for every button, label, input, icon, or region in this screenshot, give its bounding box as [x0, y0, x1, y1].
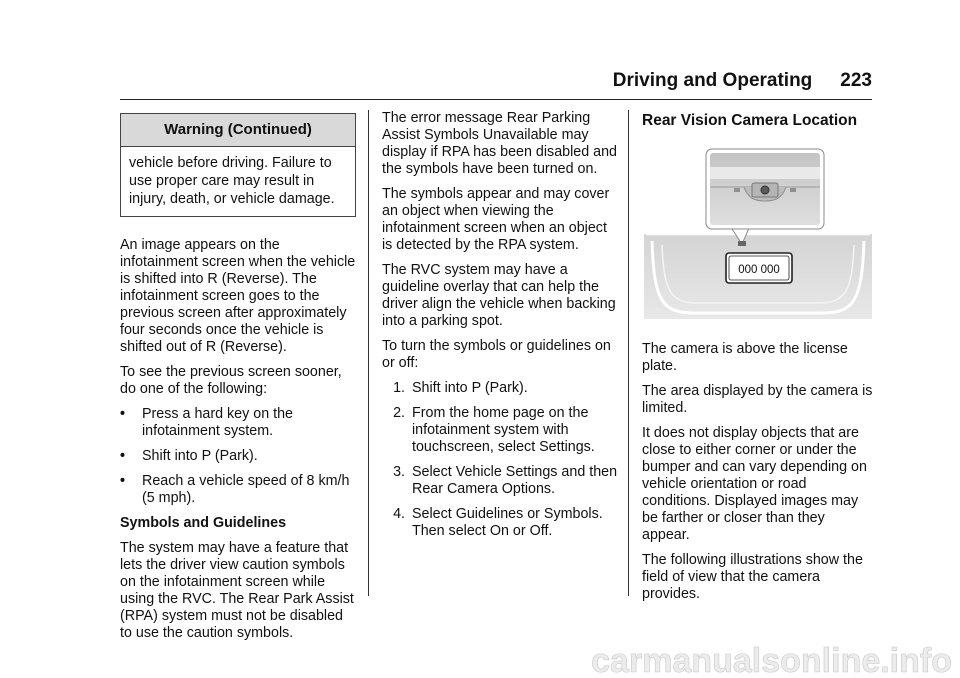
plate-text: 000 000 — [738, 264, 780, 276]
list-item — [120, 473, 356, 507]
list-item-text: Press a hard key on the infotainment system. — [142, 406, 293, 439]
column-1 — [120, 113, 356, 650]
step-number: 3. — [393, 464, 405, 480]
column-divider — [368, 110, 369, 596]
step-text: Shift into P (Park). — [412, 380, 528, 396]
paragraph: To turn the symbols or guidelines on or off: — [382, 338, 611, 371]
bullet-marker: • — [120, 473, 126, 489]
paragraph: The system may have a feature that lets the driver view caution symbols on the infotainment screen while using the RVC. The Rear Park Assist (RPA) system must not be disabled to use the caution symbols. — [120, 540, 354, 641]
list-item — [120, 448, 356, 465]
warning-box — [120, 113, 356, 217]
warning-title: Warning (Continued) — [121, 114, 355, 147]
paragraph: To see the previous screen sooner, do one of the following: — [120, 364, 342, 397]
paragraph: The RVC system may have a guideline overlay that can help the driver align the vehicle when backing into a parking spot. — [382, 262, 616, 329]
header-title: Driving and Operating — [612, 70, 813, 91]
list-item-text: Shift into P (Park). — [142, 448, 258, 464]
warning-body: vehicle before driving. Failure to use proper care may result in injury, death, or vehicle damage. — [129, 155, 335, 207]
paragraph: It does not display objects that are close to either corner or under the bumper and can vary depending on vehicle orientation or road conditions. Displayed images may be farther or closer than they appear. — [642, 425, 867, 543]
column-2 — [382, 110, 618, 548]
step-item — [382, 506, 618, 540]
paragraph: An image appears on the infotainment screen when the vehicle is shifted into R (Reverse). The infotainment screen goes to the previous screen after approximately four seconds once the vehicle is shifted out of R (Reverse). — [120, 237, 356, 355]
step-text: Select Guidelines or Symbols. Then select On or Off. — [412, 506, 603, 539]
step-number: 4. — [393, 506, 405, 522]
step-item — [382, 464, 618, 498]
step-text: Select Vehicle Settings and then Rear Camera Options. — [412, 464, 618, 497]
list-item — [120, 406, 356, 440]
bullet-marker: • — [120, 406, 126, 422]
column-3 — [642, 110, 874, 611]
step-text: From the home page on the infotainment system with touchscreen, select Settings. — [412, 405, 595, 455]
paragraph: The symbols appear and may cover an object when viewing the infotainment screen when an object is detected by the RPA system. — [382, 186, 610, 253]
bullet-marker: • — [120, 448, 126, 464]
paragraph: The following illustrations show the field of view that the camera provides. — [642, 552, 863, 602]
paragraph: The error message Rear Parking Assist Symbols Unavailable may display if RPA has been disabled and the symbols have been turned on. — [382, 110, 617, 177]
step-number: 2. — [393, 405, 405, 421]
step-item — [382, 380, 618, 397]
page-header — [120, 70, 872, 96]
paragraph: The camera is above the license plate. — [642, 341, 848, 374]
step-number: 1. — [393, 380, 405, 396]
list-item-text: Reach a vehicle speed of 8 km/h (5 mph). — [142, 473, 350, 506]
camera-marker — [738, 241, 746, 246]
step-item — [382, 405, 618, 456]
rear-camera-illustration — [644, 141, 872, 319]
section-title: Rear Vision Camera Location — [642, 112, 858, 129]
column-divider — [628, 110, 629, 596]
paragraph: The area displayed by the camera is limited. — [642, 383, 873, 416]
watermark-text: carmanualsonline.info — [591, 642, 952, 678]
subheading: Symbols and Guidelines — [120, 515, 287, 531]
page-number: 223 — [840, 70, 872, 91]
camera-lens-icon — [761, 186, 769, 194]
header-rule — [120, 99, 872, 100]
